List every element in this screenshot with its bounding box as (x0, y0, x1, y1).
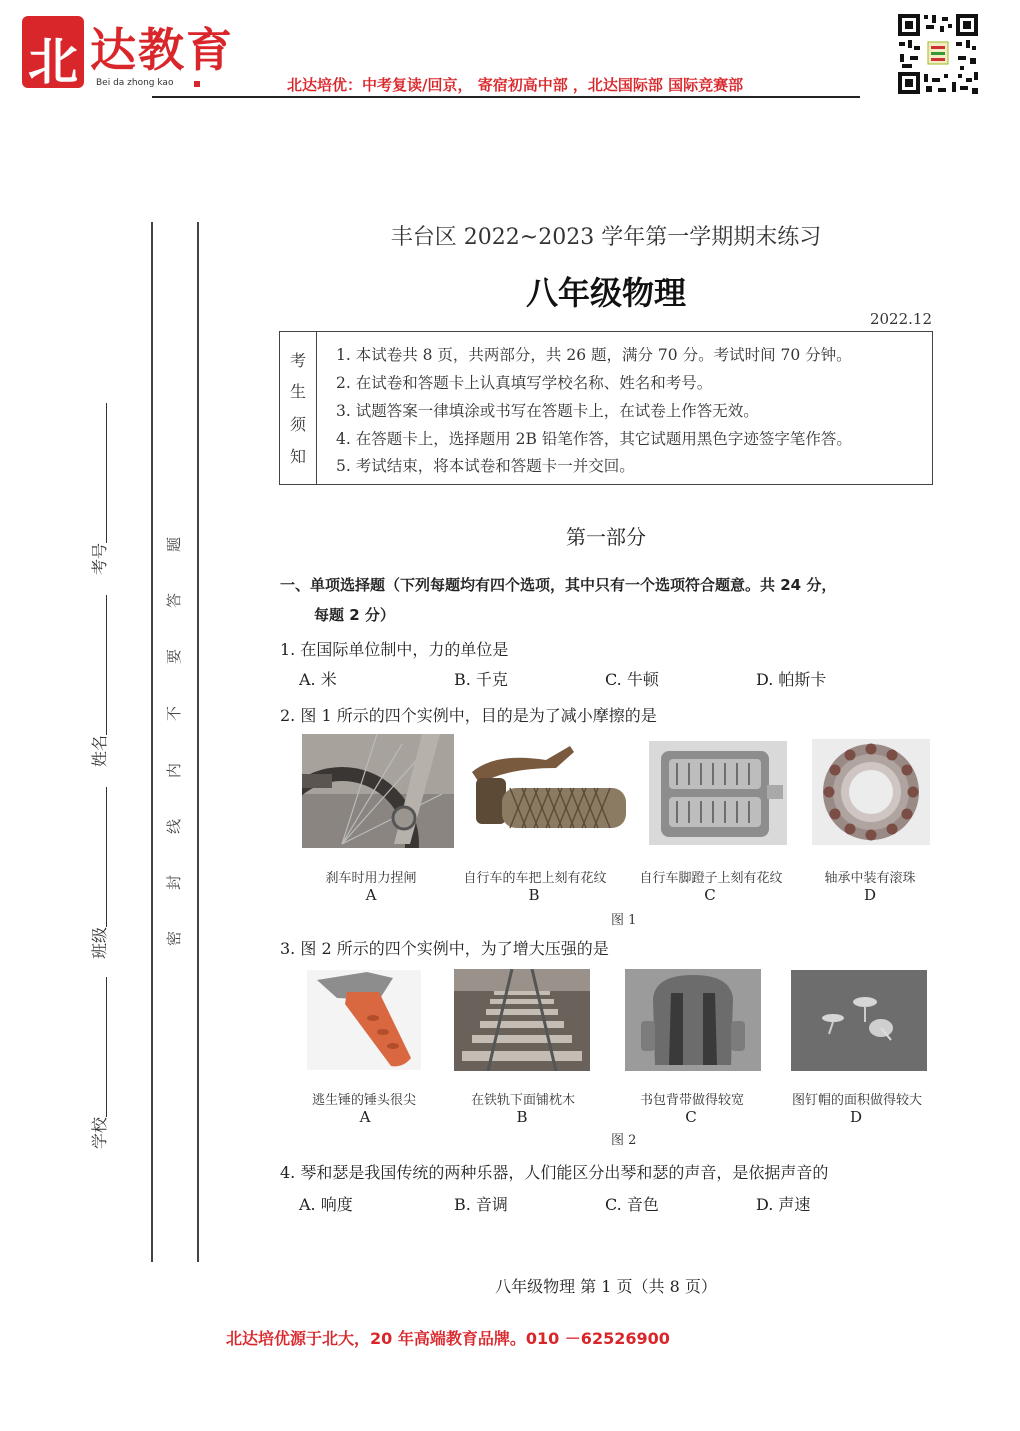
q2-caption-c: 自行车脚蹬子上刻有花纹 (639, 871, 783, 886)
figure-1-label: 图 1 (611, 913, 637, 928)
seal-char: 答 (165, 592, 184, 609)
seal-char: 要 (165, 648, 184, 665)
question-3-stem: 3. 图 2 所示的四个实例中，为了增大压强的是 (280, 939, 609, 958)
q4-option-a[interactable]: A. 响度 (299, 1195, 353, 1214)
notice-label-char: 生 (289, 382, 306, 401)
q1-option-d[interactable]: D. 帕斯卡 (756, 670, 827, 689)
handlebar-grip-photo (466, 742, 630, 832)
safety-hammer-photo (307, 970, 421, 1070)
candidate-notice-box (279, 331, 933, 485)
logo-dot (194, 81, 200, 87)
q4-option-d[interactable]: D. 声速 (756, 1195, 811, 1214)
pedal-photo (649, 741, 787, 845)
seal-char: 不 (165, 705, 184, 722)
logo-subtitle: Bei da zhong kao (96, 78, 174, 88)
header-divider (152, 96, 860, 98)
part-heading: 第一部分 (566, 525, 646, 549)
section-instruction-cont: 每题 2 分） (314, 606, 395, 624)
notice-line: 3. 试题答案一律填涂或书写在答题卡上，在试卷上作答无效。 (336, 402, 759, 420)
question-1-stem: 1. 在国际单位制中，力的单位是 (280, 640, 509, 659)
q4-option-b[interactable]: B. 音调 (454, 1195, 508, 1214)
exam-subject: 八年级物理 (525, 274, 686, 312)
exam-number-field[interactable]: 考号 (88, 355, 112, 575)
notice-label-char: 考 (289, 351, 306, 370)
footer-advertisement: 北达培优源于北大，20 年高端教育品牌。010 －62526900 (226, 1329, 670, 1348)
q2-caption-a: 刹车时用力捏闸 (325, 871, 417, 886)
notice-label-column (280, 332, 317, 484)
brake-lever-photo (302, 734, 454, 848)
bearing-photo (812, 739, 930, 845)
logo-name: 达教育 (90, 23, 234, 77)
seal-char: 密 (165, 930, 184, 947)
question-4-stem: 4. 琴和瑟是我国传统的两种乐器，人们能区分出琴和瑟的声音，是依据声音的 (280, 1163, 829, 1182)
q3-letter-c: C (685, 1108, 697, 1126)
section-instruction: 一、单项选择题（下列每题均有四个选项，其中只有一个选项符合题意。共 24 分， (280, 576, 837, 594)
backpack-photo (625, 969, 761, 1071)
binding-line-outer (151, 222, 153, 1262)
school-field[interactable]: 学校 (88, 929, 112, 1149)
q1-option-a[interactable]: A. 米 (299, 670, 337, 689)
q2-letter-b: B (528, 886, 540, 904)
seal-char: 线 (165, 818, 184, 835)
header-tagline: 北达培优：中考复读/回京， 寄宿初高中部 ，北达国际部 国际竞赛部 (287, 76, 744, 94)
q2-caption-d: 轴承中装有滚珠 (824, 871, 916, 886)
q3-letter-a: A (359, 1108, 371, 1126)
seal-char: 封 (165, 874, 184, 891)
question-2-stem: 2. 图 1 所示的四个实例中，目的是为了减小摩擦的是 (280, 706, 657, 725)
class-field[interactable]: 班级 (88, 739, 112, 959)
seal-char: 内 (165, 762, 184, 779)
exam-title: 丰台区 2022~2023 学年第一学期期末练习 (390, 225, 822, 250)
exam-date: 2022.12 (869, 310, 932, 328)
logo-mark: 北 (22, 16, 84, 88)
q2-letter-a: A (365, 886, 377, 904)
q3-caption-d: 图钉帽的面积做得较大 (791, 1093, 922, 1108)
q3-caption-c: 书包背带做得较宽 (639, 1093, 744, 1108)
railway-track-photo (454, 969, 590, 1071)
qr-code-icon (896, 12, 980, 96)
q3-caption-b: 在铁轨下面铺枕木 (470, 1093, 575, 1108)
thumbtack-photo (791, 970, 927, 1071)
q3-caption-a: 逃生锤的锤头很尖 (311, 1093, 416, 1108)
notice-line: 5. 考试结束，将本试卷和答题卡一并交回。 (336, 457, 635, 475)
q4-option-c[interactable]: C. 音色 (605, 1195, 659, 1214)
seal-char: 题 (165, 536, 184, 553)
q1-option-c[interactable]: C. 牛顿 (605, 670, 659, 689)
q2-caption-b: 自行车的车把上刻有花纹 (463, 871, 607, 886)
binding-line-inner (197, 222, 199, 1262)
notice-line: 1. 本试卷共 8 页，共两部分，共 26 题，满分 70 分。考试时间 70 分钟。 (336, 346, 852, 364)
q2-letter-d: D (863, 886, 877, 904)
notice-label-char: 知 (289, 447, 306, 466)
q1-option-b[interactable]: B. 千克 (454, 670, 508, 689)
q3-letter-d: D (849, 1108, 863, 1126)
notice-label-char: 须 (289, 415, 306, 434)
q2-letter-c: C (704, 886, 716, 904)
figure-2-label: 图 2 (611, 1133, 637, 1148)
q3-letter-b: B (516, 1108, 528, 1126)
name-field[interactable]: 姓名 (88, 547, 112, 767)
notice-line: 4. 在答题卡上，选择题用 2B 铅笔作答，其它试题用黑色字迹签字笔作答。 (336, 430, 852, 448)
notice-line: 2. 在试卷和答题卡上认真填写学校名称、姓名和考号。 (336, 374, 713, 392)
page-number: 八年级物理 第 1 页（共 8 页） (495, 1277, 717, 1296)
